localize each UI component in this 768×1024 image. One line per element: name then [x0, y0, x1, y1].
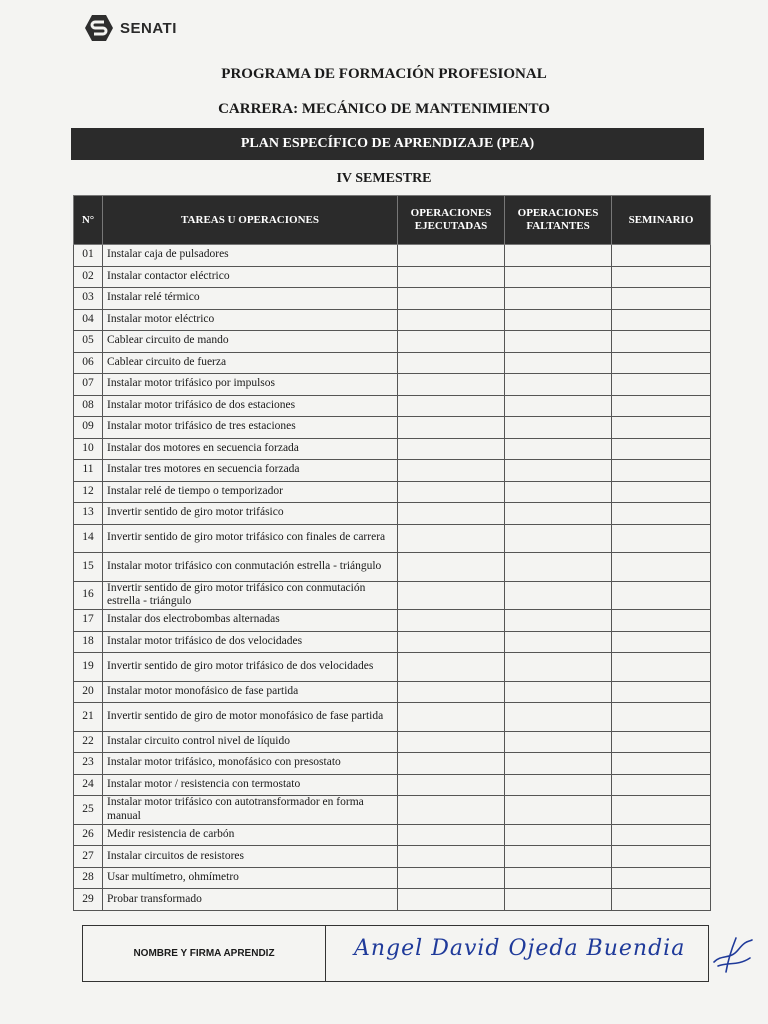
pending-cell[interactable]	[505, 774, 612, 796]
task-description: Instalar caja de pulsadores	[103, 245, 398, 267]
task-number: 02	[74, 266, 103, 288]
career-title: CARRERA: MECÁNICO DE MANTENIMIENTO	[218, 101, 550, 117]
executed-cell[interactable]	[398, 288, 505, 310]
table-row	[74, 867, 711, 889]
executed-cell[interactable]	[398, 824, 505, 846]
table-header-row	[74, 196, 711, 245]
table-row	[74, 331, 711, 353]
task-description: Instalar relé térmico	[103, 288, 398, 310]
task-description: Instalar tres motores en secuencia forzada	[103, 460, 398, 482]
table-row	[74, 731, 711, 753]
seminar-cell[interactable]	[612, 731, 711, 753]
table-row	[74, 395, 711, 417]
pending-cell[interactable]	[505, 631, 612, 653]
task-description: Instalar motor trifásico, monofásico con presostato	[103, 753, 398, 775]
executed-cell[interactable]	[398, 731, 505, 753]
header-pending: OPERACIONES FALTANTES	[505, 196, 612, 245]
task-description: Invertir sentido de giro motor trifásico con conmutación estrella - triángulo	[103, 581, 398, 610]
executed-cell[interactable]	[398, 417, 505, 439]
task-number: 28	[74, 867, 103, 889]
signature-box	[82, 925, 709, 982]
table-row	[74, 417, 711, 439]
seminar-cell[interactable]	[612, 824, 711, 846]
table-row	[74, 245, 711, 267]
task-description: Invertir sentido de giro motor trifásico	[103, 503, 398, 525]
seminar-cell[interactable]	[612, 245, 711, 267]
executed-cell[interactable]	[398, 631, 505, 653]
task-description: Instalar motor trifásico de tres estaciones	[103, 417, 398, 439]
pending-cell[interactable]	[505, 796, 612, 825]
task-number: 04	[74, 309, 103, 331]
table-row	[74, 774, 711, 796]
table-row	[74, 553, 711, 582]
task-description: Invertir sentido de giro de motor monofásico de fase partida	[103, 703, 398, 732]
task-description: Instalar motor trifásico de dos velocidades	[103, 631, 398, 653]
task-number: 14	[74, 524, 103, 553]
pending-cell[interactable]	[505, 889, 612, 911]
executed-cell[interactable]	[398, 352, 505, 374]
pending-cell[interactable]	[505, 824, 612, 846]
senati-logo	[84, 14, 177, 42]
seminar-cell[interactable]	[612, 774, 711, 796]
executed-cell[interactable]	[398, 867, 505, 889]
pending-cell[interactable]	[505, 309, 612, 331]
table-row	[74, 681, 711, 703]
seminar-cell[interactable]	[612, 553, 711, 582]
executed-cell[interactable]	[398, 796, 505, 825]
seminar-cell[interactable]	[612, 309, 711, 331]
table-row	[74, 309, 711, 331]
pending-cell[interactable]	[505, 681, 612, 703]
table-row	[74, 503, 711, 525]
executed-cell[interactable]	[398, 753, 505, 775]
task-number: 16	[74, 581, 103, 610]
table-row	[74, 524, 711, 553]
pending-cell[interactable]	[505, 352, 612, 374]
executed-cell[interactable]	[398, 653, 505, 682]
pending-cell[interactable]	[505, 524, 612, 553]
task-number: 15	[74, 553, 103, 582]
seminar-cell[interactable]	[612, 753, 711, 775]
seminar-cell[interactable]	[612, 481, 711, 503]
executed-cell[interactable]	[398, 524, 505, 553]
seminar-cell[interactable]	[612, 681, 711, 703]
pending-cell[interactable]	[505, 395, 612, 417]
pending-cell[interactable]	[505, 610, 612, 632]
seminar-cell[interactable]	[612, 846, 711, 868]
table-row	[74, 266, 711, 288]
table-row	[74, 610, 711, 632]
executed-cell[interactable]	[398, 774, 505, 796]
signature-scribble-icon	[708, 932, 756, 980]
pending-cell[interactable]	[505, 245, 612, 267]
seminar-cell[interactable]	[612, 631, 711, 653]
executed-cell[interactable]	[398, 503, 505, 525]
seminar-cell[interactable]	[612, 703, 711, 732]
handwritten-name: Angel David Ojeda Buendia	[354, 936, 686, 961]
semester-title: IV SEMESTRE	[336, 171, 432, 186]
pending-cell[interactable]	[505, 846, 612, 868]
task-number: 26	[74, 824, 103, 846]
task-number: 11	[74, 460, 103, 482]
seminar-cell[interactable]	[612, 867, 711, 889]
pending-cell[interactable]	[505, 331, 612, 353]
task-number: 08	[74, 395, 103, 417]
pending-cell[interactable]	[505, 503, 612, 525]
table-row	[74, 374, 711, 396]
table-row	[74, 703, 711, 732]
signature-field[interactable]	[326, 926, 708, 981]
table-row	[74, 438, 711, 460]
executed-cell[interactable]	[398, 395, 505, 417]
header-num: N°	[74, 196, 103, 245]
task-description: Invertir sentido de giro motor trifásico de dos velocidades	[103, 653, 398, 682]
header-seminar: SEMINARIO	[612, 196, 711, 245]
task-number: 23	[74, 753, 103, 775]
signature-label: NOMBRE Y FIRMA APRENDIZ	[83, 926, 326, 981]
seminar-cell[interactable]	[612, 288, 711, 310]
executed-cell[interactable]	[398, 681, 505, 703]
task-number: 19	[74, 653, 103, 682]
executed-cell[interactable]	[398, 245, 505, 267]
seminar-cell[interactable]	[612, 524, 711, 553]
pending-cell[interactable]	[505, 417, 612, 439]
logo-text: SENATI	[120, 19, 177, 37]
executed-cell[interactable]	[398, 309, 505, 331]
task-description: Instalar relé de tiempo o temporizador	[103, 481, 398, 503]
pending-cell[interactable]	[505, 266, 612, 288]
executed-cell[interactable]	[398, 553, 505, 582]
pending-cell[interactable]	[505, 731, 612, 753]
table-row	[74, 846, 711, 868]
task-number: 09	[74, 417, 103, 439]
plan-title-bar: PLAN ESPECÍFICO DE APRENDIZAJE (PEA)	[71, 128, 704, 160]
table-row	[74, 581, 711, 610]
executed-cell[interactable]	[398, 846, 505, 868]
table-row	[74, 796, 711, 825]
pending-cell[interactable]	[505, 867, 612, 889]
executed-cell[interactable]	[398, 481, 505, 503]
pending-cell[interactable]	[505, 288, 612, 310]
seminar-cell[interactable]	[612, 352, 711, 374]
executed-cell[interactable]	[398, 889, 505, 911]
task-description: Instalar motor trifásico con conmutación estrella - triángulo	[103, 553, 398, 582]
table-row	[74, 889, 711, 911]
seminar-cell[interactable]	[612, 460, 711, 482]
task-number: 21	[74, 703, 103, 732]
seminar-cell[interactable]	[612, 503, 711, 525]
task-description: Instalar contactor eléctrico	[103, 266, 398, 288]
table-row	[74, 753, 711, 775]
task-description: Instalar motor trifásico por impulsos	[103, 374, 398, 396]
executed-cell[interactable]	[398, 374, 505, 396]
seminar-cell[interactable]	[612, 266, 711, 288]
task-number: 07	[74, 374, 103, 396]
table-row	[74, 460, 711, 482]
task-number: 05	[74, 331, 103, 353]
task-number: 03	[74, 288, 103, 310]
task-description: Instalar motor / resistencia con termostato	[103, 774, 398, 796]
table-row	[74, 653, 711, 682]
task-number: 27	[74, 846, 103, 868]
task-number: 10	[74, 438, 103, 460]
pending-cell[interactable]	[505, 553, 612, 582]
executed-cell[interactable]	[398, 266, 505, 288]
tasks-table-body	[74, 245, 711, 911]
executed-cell[interactable]	[398, 581, 505, 610]
task-description: Medir resistencia de carbón	[103, 824, 398, 846]
task-description: Cablear circuito de fuerza	[103, 352, 398, 374]
header-tasks: TAREAS U OPERACIONES	[103, 196, 398, 245]
pending-cell[interactable]	[505, 653, 612, 682]
table-row	[74, 288, 711, 310]
pending-cell[interactable]	[505, 374, 612, 396]
table-row	[74, 824, 711, 846]
task-description: Probar transformado	[103, 889, 398, 911]
seminar-cell[interactable]	[612, 438, 711, 460]
executed-cell[interactable]	[398, 331, 505, 353]
pending-cell[interactable]	[505, 481, 612, 503]
pending-cell[interactable]	[505, 438, 612, 460]
executed-cell[interactable]	[398, 703, 505, 732]
task-number: 06	[74, 352, 103, 374]
seminar-cell[interactable]	[612, 610, 711, 632]
executed-cell[interactable]	[398, 610, 505, 632]
seminar-cell[interactable]	[612, 374, 711, 396]
seminar-cell[interactable]	[612, 796, 711, 825]
task-number: 22	[74, 731, 103, 753]
task-number: 20	[74, 681, 103, 703]
table-row	[74, 352, 711, 374]
pending-cell[interactable]	[505, 703, 612, 732]
task-description: Invertir sentido de giro motor trifásico con finales de carrera	[103, 524, 398, 553]
task-description: Instalar motor trifásico de dos estaciones	[103, 395, 398, 417]
task-description: Usar multímetro, ohmímetro	[103, 867, 398, 889]
task-number: 29	[74, 889, 103, 911]
seminar-cell[interactable]	[612, 653, 711, 682]
pending-cell[interactable]	[505, 460, 612, 482]
seminar-cell[interactable]	[612, 581, 711, 610]
task-description: Instalar circuito control nivel de líquido	[103, 731, 398, 753]
tasks-table	[73, 195, 711, 911]
seminar-cell[interactable]	[612, 331, 711, 353]
executed-cell[interactable]	[398, 438, 505, 460]
table-row	[74, 631, 711, 653]
task-description: Instalar dos electrobombas alternadas	[103, 610, 398, 632]
task-description: Instalar motor trifásico con autotransformador en forma manual	[103, 796, 398, 825]
task-number: 12	[74, 481, 103, 503]
senati-logo-icon	[84, 14, 114, 42]
task-description: Instalar circuitos de resistores	[103, 846, 398, 868]
seminar-cell[interactable]	[612, 417, 711, 439]
task-number: 18	[74, 631, 103, 653]
task-number: 24	[74, 774, 103, 796]
task-description: Instalar motor eléctrico	[103, 309, 398, 331]
pending-cell[interactable]	[505, 581, 612, 610]
pending-cell[interactable]	[505, 753, 612, 775]
task-description: Instalar dos motores en secuencia forzada	[103, 438, 398, 460]
header-executed: OPERACIONES EJECUTADAS	[398, 196, 505, 245]
task-number: 17	[74, 610, 103, 632]
table-row	[74, 481, 711, 503]
program-title: PROGRAMA DE FORMACIÓN PROFESIONAL	[221, 66, 547, 82]
task-number: 25	[74, 796, 103, 825]
seminar-cell[interactable]	[612, 889, 711, 911]
task-description: Instalar motor monofásico de fase partida	[103, 681, 398, 703]
task-description: Cablear circuito de mando	[103, 331, 398, 353]
executed-cell[interactable]	[398, 460, 505, 482]
task-number: 01	[74, 245, 103, 267]
task-number: 13	[74, 503, 103, 525]
seminar-cell[interactable]	[612, 395, 711, 417]
